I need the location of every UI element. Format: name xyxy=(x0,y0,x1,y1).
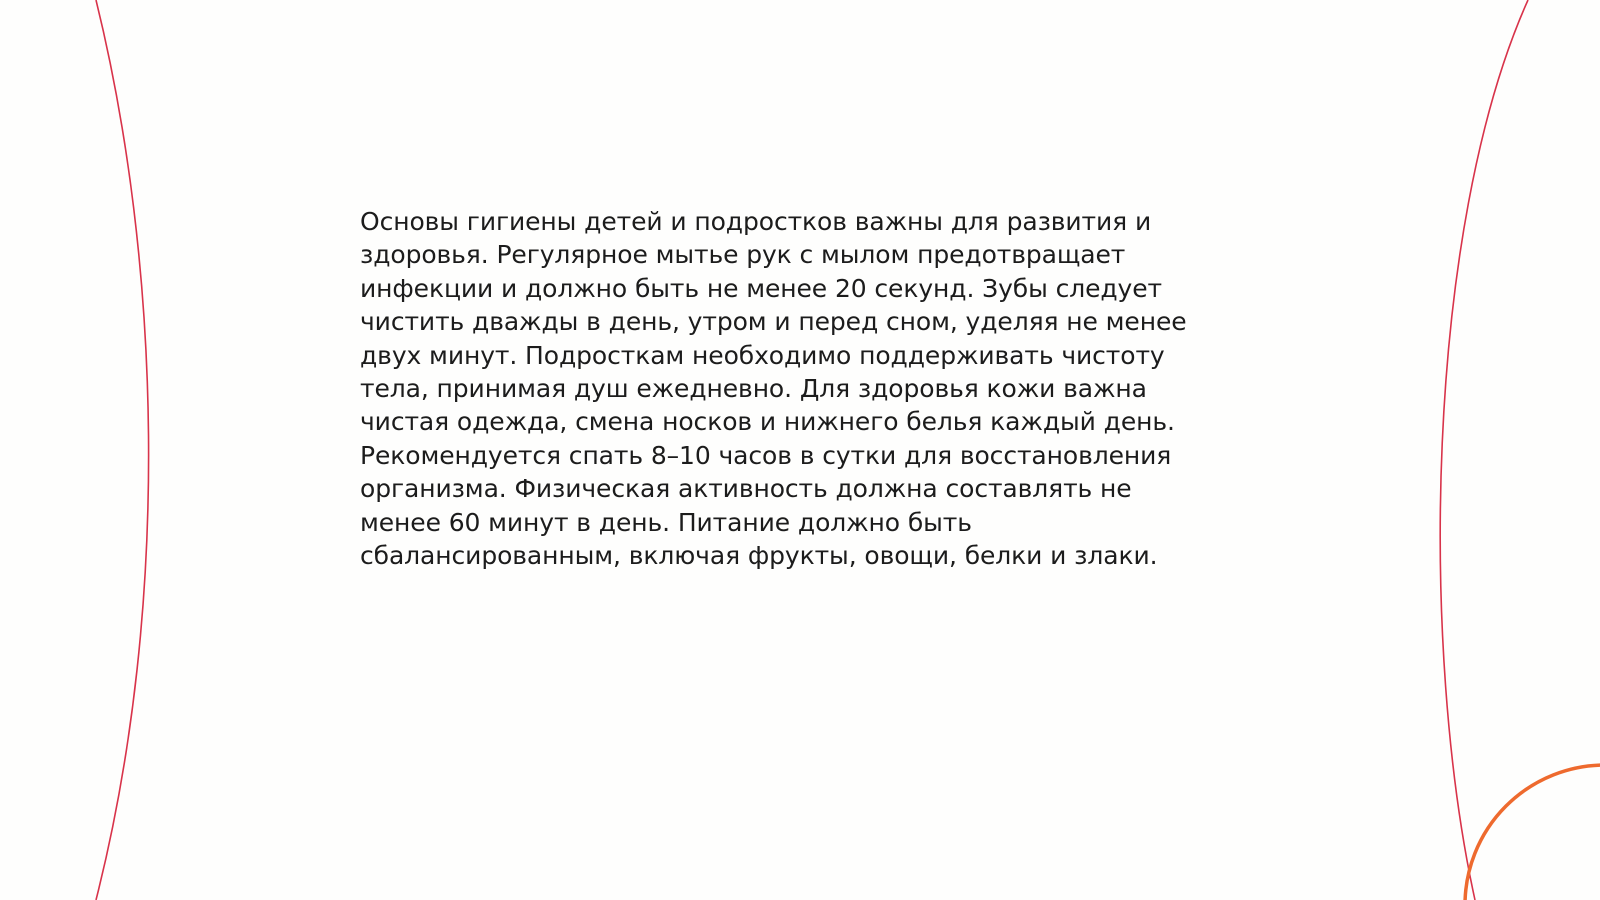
slide-body-text xyxy=(360,205,1230,572)
body-text-line: Основы гигиены детей и подростков важны для развития и xyxy=(360,207,1152,236)
body-text-line: Рекомендуется спать 8–10 часов в сутки для восстановления xyxy=(360,440,1172,470)
left-curve-line xyxy=(96,0,149,900)
body-text-line: тела, принимая душ ежедневно. Для здоровья кожи важна xyxy=(360,374,1147,404)
body-text-line: организма. Физическая активность должна составлять не xyxy=(360,474,1132,504)
body-text-line: двух минут. Подросткам необходимо поддерживать чистоту xyxy=(360,340,1165,370)
body-text-line: сбалансированным, включая фрукты, овощи, белки и злаки. xyxy=(360,541,1158,571)
corner-arc-shape xyxy=(1465,765,1600,900)
body-text-line: чистая одежда, смена носков и нижнего белья каждый день. xyxy=(360,407,1175,437)
body-text-line: инфекции и должно быть не менее 20 секунд. Зубы следует xyxy=(360,273,1162,303)
right-curve-line xyxy=(1440,0,1528,900)
body-text-line: менее 60 минут в день. Питание должно быть xyxy=(360,507,972,537)
body-text-line: чистить дважды в день, утром и перед сном, уделяя не менее xyxy=(360,307,1187,337)
body-text-line: здоровья. Регулярное мытье рук с мылом предотвращает xyxy=(360,240,1126,270)
